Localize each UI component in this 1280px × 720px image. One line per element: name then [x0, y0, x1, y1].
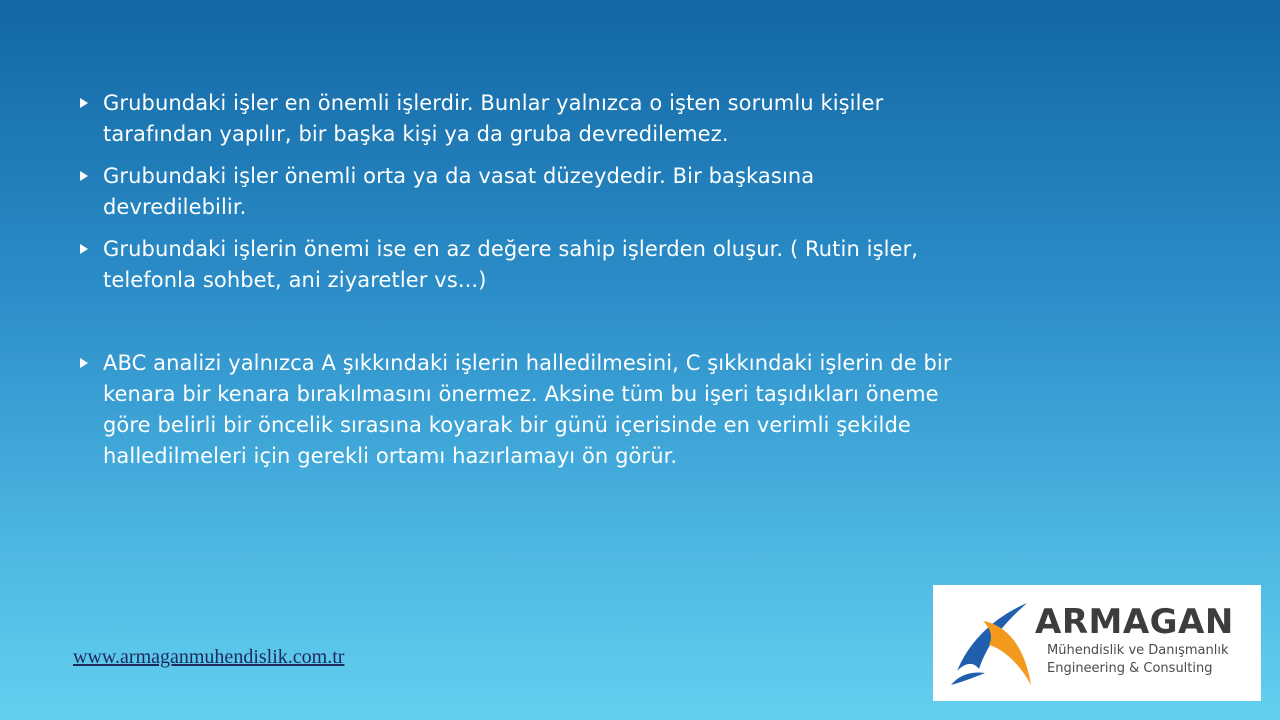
- bullet-arrow-icon: [80, 171, 88, 181]
- bullet-text: Grubundaki işlerin önemi ise en az değere sahip işlerden oluşur. ( Rutin işler, telefonla sohbet, ani ziyaretler vs...): [103, 237, 919, 292]
- bullet-arrow-icon: [80, 98, 88, 108]
- logo-subtitle-en: Engineering & Consulting: [1047, 661, 1213, 676]
- logo-title: ARMAGAN: [1035, 602, 1234, 642]
- bullet-arrow-icon: [80, 244, 88, 254]
- bullet-arrow-icon: [80, 358, 88, 368]
- bullet-item: [78, 161, 958, 223]
- bullet-item: [78, 234, 958, 296]
- bullet-item: [78, 88, 958, 150]
- website-link[interactable]: www.armaganmuhendislik.com.tr: [73, 646, 345, 668]
- logo-subtitle-tr: Mühendislik ve Danışmanlık: [1047, 643, 1229, 658]
- armagan-sail-logo-icon: [949, 599, 1035, 689]
- bullet-text: ABC analizi yalnızca A şıkkındaki işlerin halledilmesini, C şıkkındaki işlerin de bir kenara bir kenara bırakılmasını önermez. Aksine tüm bu işeri taşıdıkları öneme göre belirli bir öncelik sırasına koyarak bir günü içerisinde en verimli şekilde halledilmeleri için gerekli ortamı hazırlamayı ön görür.: [103, 351, 952, 468]
- slide-body: [78, 88, 958, 472]
- bullet-text: Grubundaki işler en önemli işlerdir. Bunlar yalnızca o işten sorumlu kişiler tarafından yapılır, bir başka kişi ya da gruba devredilemez.: [103, 91, 884, 146]
- bullet-item: [78, 348, 958, 472]
- bullet-text: Grubundaki işler önemli orta ya da vasat düzeydedir. Bir başkasına devredilebilir.: [103, 164, 815, 219]
- company-logo: [933, 585, 1261, 701]
